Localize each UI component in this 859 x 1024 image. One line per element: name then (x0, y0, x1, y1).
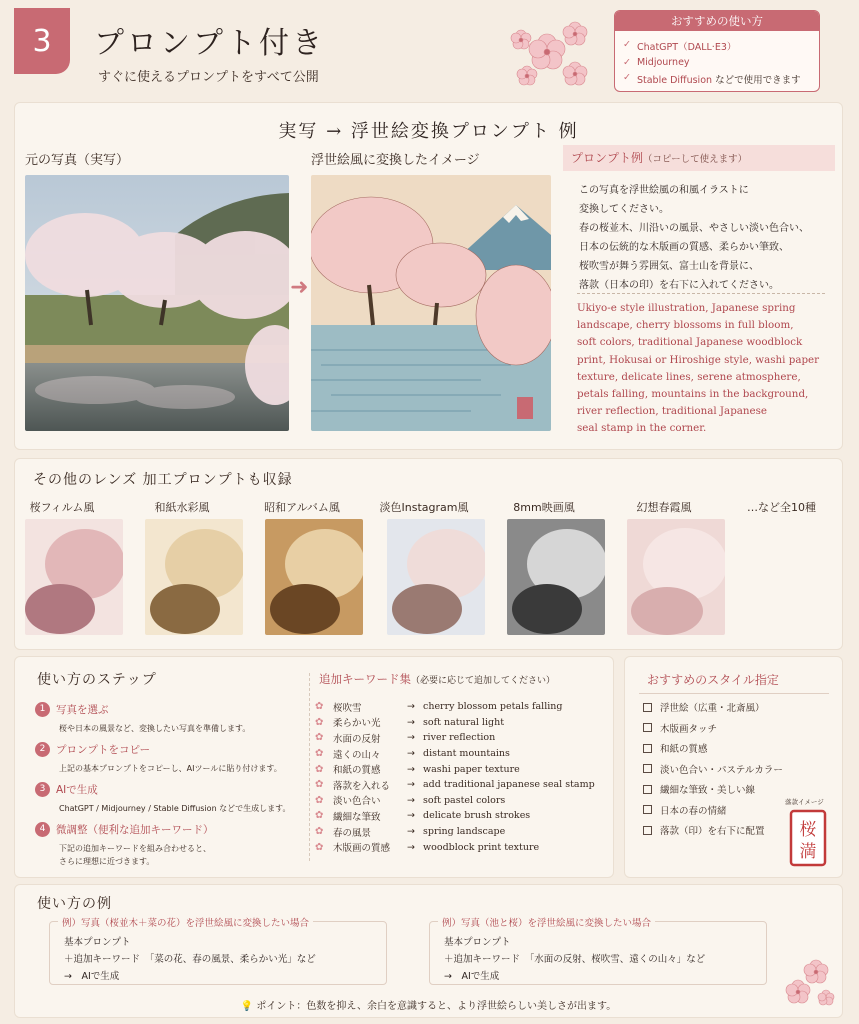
flower-icon: ✿ (315, 826, 324, 838)
arrow-icon: → (407, 763, 415, 775)
style-item[interactable]: 淡い色合い・パステルカラー (643, 759, 783, 780)
flower-icon: ✿ (315, 716, 324, 728)
keyword-row: ✿ 繊細な筆致 → delicate brush strokes (315, 810, 531, 823)
style-item[interactable]: 落款（印）を右下に配置 (643, 820, 783, 841)
svg-text:満: 満 (799, 842, 817, 862)
examples-title: 使い方の例 (37, 896, 112, 912)
ukiyoe-image (311, 175, 551, 431)
lens-thumbnail[interactable] (387, 519, 485, 635)
japanese-prompt-text[interactable]: この写真を浮世絵風の和風イラストに 変換してください。 春の桜並木、川沿いの風景、やさしい淡い色合い、 日本の伝統的な木版画の質感、柔らかい筆致、 桜吹雪が舞う雰囲気、富士山を背景に、 落款（日本の印）を右下に入れてください。 (579, 185, 809, 291)
arrow-icon: → (407, 794, 415, 806)
seal-stamp-image (789, 809, 827, 867)
style-item[interactable]: 和紙の質感 (643, 738, 783, 759)
arrow-right-icon: ➜ (290, 275, 309, 300)
page-subtitle: すぐに使えるプロンプトをすべて公開 (98, 70, 319, 85)
check-icon: ✓ (623, 72, 631, 83)
checkbox[interactable] (643, 805, 652, 814)
flower-icon: ✿ (315, 732, 324, 744)
style-checklist (643, 697, 783, 841)
keywords-title: 追加キーワード集（必要に応じて追加してください） (319, 672, 556, 686)
arrow-icon: → (407, 701, 415, 713)
checkbox[interactable] (643, 785, 652, 794)
style-item[interactable]: 木版画タッチ (643, 718, 783, 739)
arrow-icon: → (407, 716, 415, 728)
step-item: 3 AIで生成 ChatGPT / Midjourney / Stable Diffusion などで生成します。 (35, 779, 315, 815)
keyword-row: ✿ 桜吹雪 → cherry blossom petals falling (315, 701, 563, 714)
lightbulb-icon: 💡 (240, 1001, 254, 1012)
flower-icon: ✿ (315, 779, 324, 791)
flower-icon: ✿ (315, 748, 324, 760)
svg-text:桜: 桜 (799, 820, 817, 840)
lens-label: 桜フィルム風 (29, 501, 95, 514)
recommended-item: ✓ ChatGPT（DALL·E3） (623, 39, 737, 53)
arrow-icon: → (407, 826, 415, 838)
checkbox[interactable] (643, 723, 652, 732)
arrow-icon: → (407, 732, 415, 744)
lens-thumbnail[interactable] (627, 519, 725, 635)
keyword-row: ✿ 遠くの山々 → distant mountains (315, 748, 510, 761)
step-item: 1 写真を選ぶ 桜や日本の風景など、変換したい写真を準備します。 (35, 699, 315, 735)
cherry-blossom-icon (778, 954, 838, 1010)
keyword-row: ✿ 柔らかい光 → soft natural light (315, 716, 505, 730)
arrow-icon: → (407, 810, 415, 822)
example-card: 例）写真（池と桜）を浮世絵風に変換したい場合 基本プロンプト ＋追加キーワード 「水面の反射、桜吹雪、遠くの山々」など → AIで生成 (429, 921, 767, 985)
checkbox[interactable] (643, 764, 652, 773)
lens-presets-panel (14, 458, 843, 650)
keyword-row: ✿ 和紙の質感 → washi paper texture (315, 763, 520, 777)
flower-icon: ✿ (315, 810, 324, 822)
section-title: 実写 → 浮世絵変換プロンプト 例 (278, 121, 579, 142)
more-lenses-text: …など全10種 (747, 501, 816, 514)
section-title: その他のレンズ 加工プロンプトも収録 (33, 472, 293, 488)
keyword-row: ✿ 落款を入れる → add traditional japanese seal stamp (315, 779, 595, 792)
styles-title: おすすめのスタイル指定 (647, 673, 779, 687)
style-item[interactable]: 繊細な筆致・美しい線 (643, 779, 783, 800)
checkbox[interactable] (643, 744, 652, 753)
conversion-example-panel (14, 102, 843, 450)
lens-label: 淡色Instagram風 (379, 501, 469, 514)
keyword-row: ✿ 春の風景 → spring landscape (315, 826, 506, 839)
check-icon: ✓ (623, 57, 631, 68)
style-item[interactable]: 日本の春の情緒 (643, 800, 783, 821)
seal-label: 落款イメージ (785, 798, 824, 806)
english-prompt-text[interactable]: Ukiyo-e style illustration, Japanese spring landscape, cherry blossoms in full bloom, soft colors, traditional Japanese woodblock print, Hokusai or Hiroshige style, washi paper texture, delicate lines, serene atmosphere, petals falling, mountains in the background, river reflection, traditional Japanese seal stamp in the corner. (577, 302, 820, 435)
recommended-item: ✓ Stable Diffusion などで使用できます (623, 72, 801, 86)
lens-thumbnail[interactable] (145, 519, 243, 635)
lens-thumbnail[interactable] (25, 519, 123, 635)
recommended-usage-box (614, 10, 820, 92)
flower-icon: ✿ (315, 701, 324, 713)
usage-examples-panel (14, 884, 843, 1018)
step-item: 4 微調整（便利な追加キーワード） 下記の追加キーワードを組み合わせると、 さらに理想に近づきます。 (35, 819, 315, 868)
flower-icon: ✿ (315, 841, 324, 853)
page-title: プロンプト付き (94, 26, 325, 61)
steps-panel (14, 656, 614, 878)
prompt-example-header: プロンプト例（コピーして使えます） (563, 145, 835, 171)
recommended-item: ✓ Midjourney (623, 57, 690, 68)
recommended-usage-title: おすすめの使い方 (615, 11, 819, 31)
divider (577, 293, 825, 294)
keyword-row: ✿ 水面の反射 → river reflection (315, 732, 496, 745)
lens-label: 幻想春霞風 (636, 501, 692, 514)
divider (309, 673, 310, 861)
tip-text: 💡 ポイント：色数を抑え、余白を意識すると、より浮世絵らしい美しさが出ます。 (240, 1001, 617, 1012)
section-number-badge: 3 (14, 8, 70, 74)
lens-label: 8mm映画風 (513, 501, 575, 514)
keyword-row: ✿ 木版画の質感 → woodblock print texture (315, 841, 540, 855)
step-item: 2 プロンプトをコピー 上記の基本プロンプトをコピーし、AIツールに貼り付けます。 (35, 739, 315, 775)
check-icon: ✓ (623, 39, 631, 50)
style-item[interactable]: 浮世絵（広重・北斎風） (643, 697, 783, 718)
flower-icon: ✿ (315, 794, 324, 806)
lens-thumbnail[interactable] (265, 519, 363, 635)
ukiyoe-label: 浮世絵風に変換したイメージ (311, 153, 480, 168)
checkbox[interactable] (643, 826, 652, 835)
lens-label: 昭和アルバム風 (264, 501, 340, 514)
checkbox[interactable] (643, 703, 652, 712)
original-photo (25, 175, 289, 431)
flower-icon: ✿ (315, 763, 324, 775)
arrow-icon: → (407, 779, 415, 791)
style-recommendations-panel (624, 656, 843, 878)
photo-label: 元の写真（実写） (25, 153, 130, 168)
keyword-row: ✿ 淡い色合い → soft pastel colors (315, 794, 506, 808)
steps-title: 使い方のステップ (37, 672, 157, 688)
keyword-list (315, 699, 611, 855)
example-card: 例）写真（桜並木＋菜の花）を浮世絵風に変換したい場合 基本プロンプト ＋追加キーワード 「菜の花、春の風景、柔らかい光」など → AIで生成 (49, 921, 387, 985)
divider (639, 693, 829, 694)
lens-label: 和紙水彩風 (154, 501, 210, 514)
arrow-icon: → (407, 748, 415, 760)
cherry-blossom-icon (505, 14, 595, 94)
arrow-icon: → (407, 841, 415, 853)
lens-thumbnail[interactable] (507, 519, 605, 635)
